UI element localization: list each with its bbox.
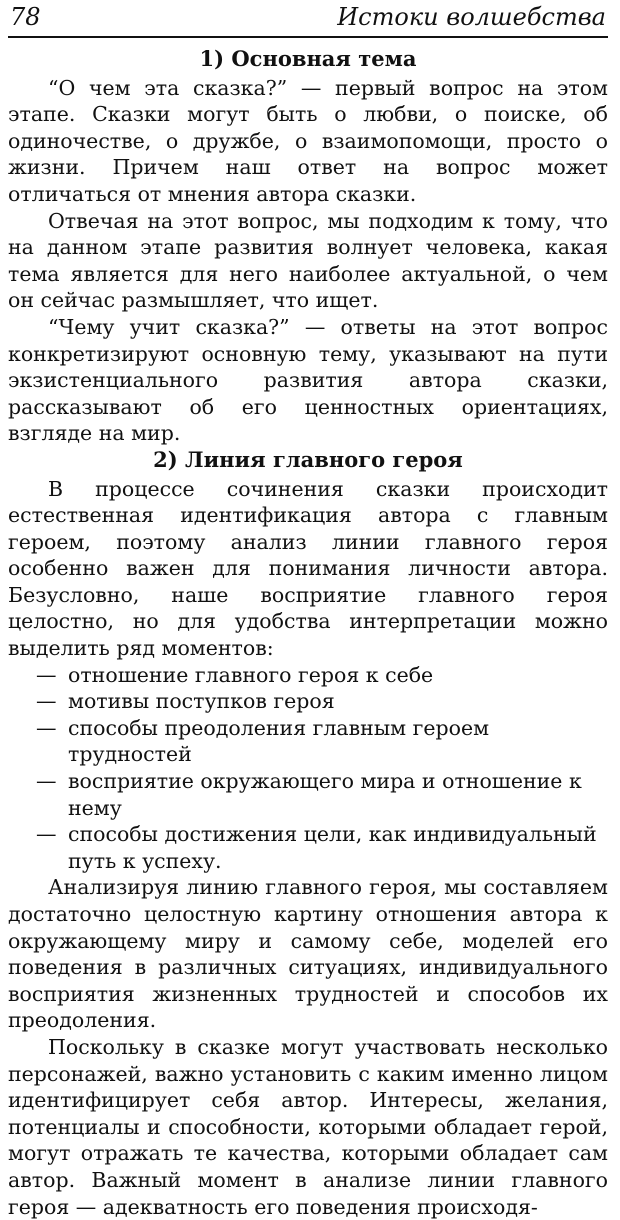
section-main-theme <box>8 46 608 447</box>
section-heading: 2) Линия главного героя <box>153 446 463 472</box>
list-item: — отношение главного героя к себе <box>36 662 608 689</box>
list-item: — мотивы поступков героя <box>36 688 608 715</box>
paragraph: “О чем эта сказка?” — первый вопрос на этом этапе. Сказки могут быть о любви, о поиске, об одиночестве, о дружбе, о взаимопомощи, просто о жизни. Причем наш ответ на вопрос может отличаться от мнения автора сказки. <box>8 75 608 206</box>
section-hero-line <box>8 447 608 1220</box>
section-heading: 1) Основная тема <box>199 46 417 71</box>
paragraph: Отвечая на этот вопрос, мы подходим к тому, что на данном этапе развития волнует человека, какая тема является для него наиболее актуальной, о чем он сейчас размышляет, что ищет. <box>8 208 608 313</box>
paragraph: Поскольку в сказке могут участвовать несколько персонажей, важно установить с каким именно лицом идентифицирует себя автор. Интересы, желания, потенциалы и способности, которыми обладает герой, могут отражать те качества, которыми обладает сам автор. Важный момент в анализе линии главного героя — адекватность его поведения происходя- <box>8 1034 608 1219</box>
page-content <box>8 46 608 1220</box>
list-item: — способы достижения цели, как индивидуальный путь к успеху. <box>36 821 608 874</box>
page-number: 78 <box>10 3 41 31</box>
running-title: Истоки волшебства <box>337 3 606 31</box>
page-header <box>8 0 608 38</box>
paragraph: В процессе сочинения сказки происходит естественная идентификация автора с главным героем, поэтому анализ линии главного героя особенно важен для понимания личности автора. Безусловно, наше восприятие главного героя целостно, но для удобства интерпретации можно выделить ряд моментов: <box>8 476 608 661</box>
moments-list <box>8 662 608 875</box>
paragraph: Анализируя линию главного героя, мы составляем достаточно целостную картину отношения автора к окружающему миру и самому себе, моделей его поведения в различных ситуациях, индивидуального восприятия жизненных трудностей и способов их преодоления. <box>8 875 608 1033</box>
paragraph: “Чему учит сказка?” — ответы на этот вопрос конкретизируют основную тему, указывают на пути экзистенциального развития автора сказки, рассказывают об его ценностных ориентациях, взгляде на мир. <box>8 314 608 446</box>
list-item: — восприятие окружающего мира и отношение к нему <box>36 768 608 821</box>
list-item: — способы преодоления главным героем трудностей <box>36 715 608 768</box>
